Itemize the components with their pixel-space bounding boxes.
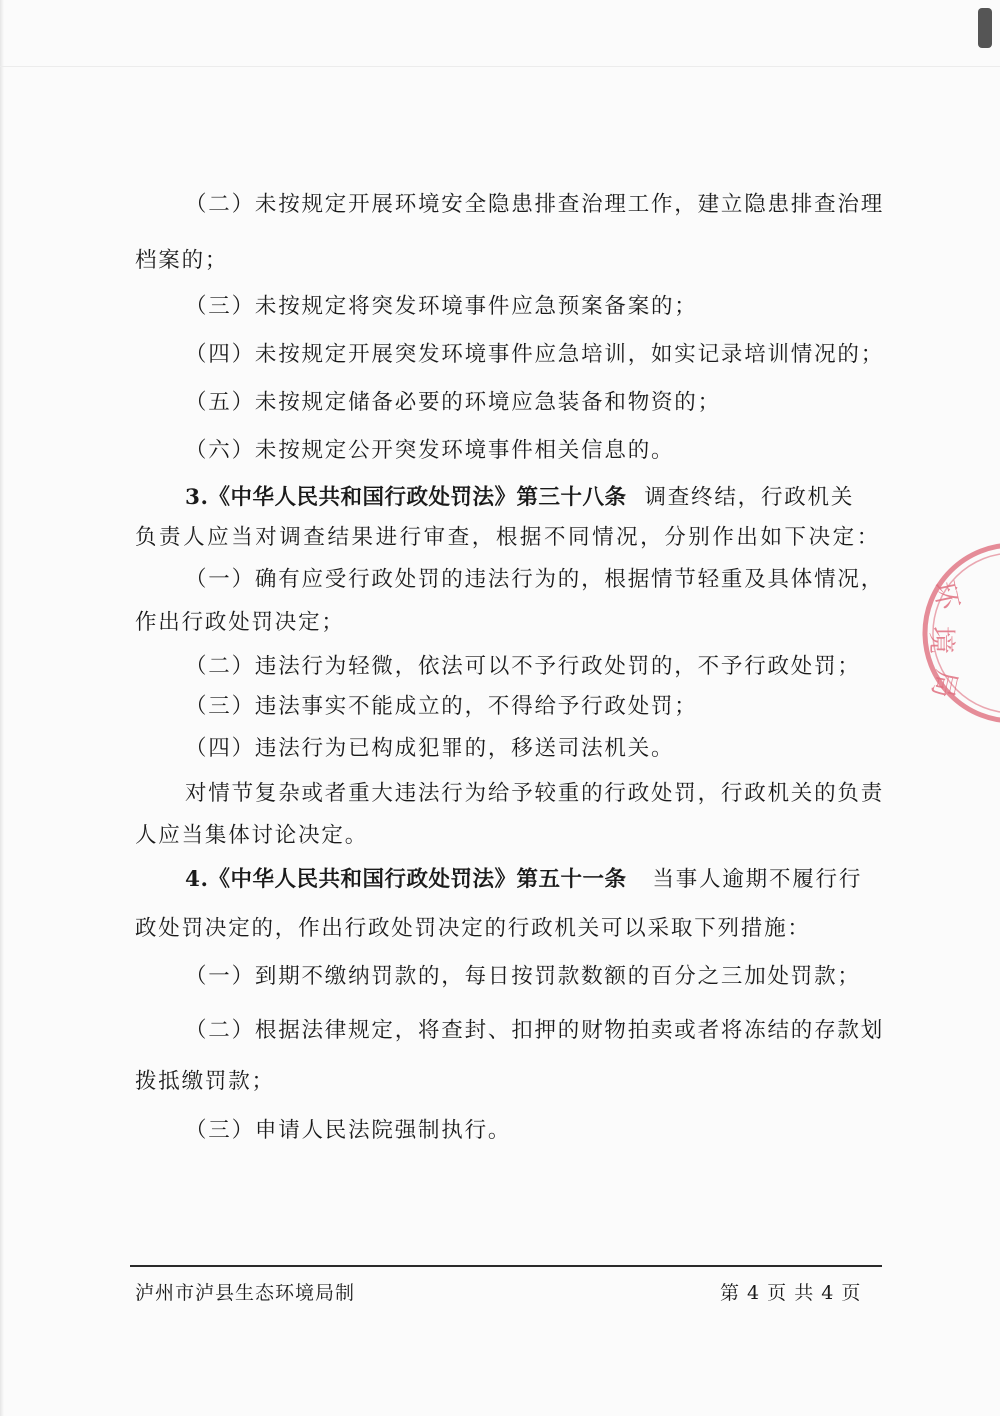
article-4-intro-start: 当事人逾期不履行行 <box>652 867 863 892</box>
article-3-item-1-line-1: （一）确有应受行政处罚的违法行为的，根据情节轻重及具体情况， <box>185 567 885 592</box>
seal-char-1: 环 <box>927 577 966 613</box>
article-3-note-line-1: 对情节复杂或者重大违法行为给予较重的行政处罚，行政机关的负责 <box>185 781 885 806</box>
scan-edge <box>0 0 4 1416</box>
article-4-heading: 4.《中华人民共和国行政处罚法》第五十一条 <box>185 867 627 892</box>
seal-char-2: 境 <box>925 626 958 655</box>
article-4-first-line <box>185 862 880 893</box>
article-3-item-1-line-2: 作出行政处罚决定； <box>135 610 345 635</box>
article-4-item-1: （一）到期不缴纳罚款的，每日按罚款数额的百分之三加处罚款； <box>185 964 861 989</box>
article-3-first-line <box>185 480 880 511</box>
footer-rule <box>130 1265 882 1267</box>
article-3-note-line-2: 人应当集体讨论决定。 <box>135 823 369 848</box>
scan-line <box>0 66 1000 67</box>
article-3-intro-start: 调查终结，行政机关 <box>644 485 855 510</box>
article-3-intro-line-2: 负责人应当对调查结果进行审查，根据不同情况，分别作出如下决定： <box>135 525 880 550</box>
official-seal <box>918 538 1000 728</box>
seal-graphic <box>918 538 1000 728</box>
item-4: （四）未按规定开展突发环境事件应急培训，如实记录培训情况的； <box>185 342 885 367</box>
item-6: （六）未按规定公开突发环境事件相关信息的。 <box>185 438 675 463</box>
binding-mark <box>978 8 992 48</box>
article-3-item-4: （四）违法行为已构成犯罪的，移送司法机关。 <box>185 736 675 761</box>
article-4-item-2-line-1: （二）根据法律规定，将查封、扣押的财物拍卖或者将冻结的存款划 <box>185 1018 885 1043</box>
footer-page-info: 第 4 页 共 4 页 <box>720 1282 862 1304</box>
item-2-line-2: 档案的； <box>135 248 229 273</box>
footer-issuer: 泸州市泸县生态环境局制 <box>135 1282 356 1304</box>
item-3: （三）未按规定将突发环境事件应急预案备案的； <box>185 294 698 319</box>
article-4-intro-line-2: 政处罚决定的，作出行政处罚决定的行政机关可以采取下列措施： <box>135 916 811 941</box>
item-2-line-1: （二）未按规定开展环境安全隐患排查治理工作，建立隐患排查治理 <box>185 192 885 217</box>
item-5: （五）未按规定储备必要的环境应急装备和物资的； <box>185 390 721 415</box>
article-3-item-2: （二）违法行为轻微，依法可以不予行政处罚的，不予行政处罚； <box>185 654 861 679</box>
article-3-heading: 3.《中华人民共和国行政处罚法》第三十八条 <box>185 485 627 510</box>
article-4-item-2-line-2: 拨抵缴罚款； <box>135 1069 275 1094</box>
seal-char-3: 局 <box>925 666 964 702</box>
article-3-item-3: （三）违法事实不能成立的，不得给予行政处罚； <box>185 694 698 719</box>
article-4-item-3: （三）申请人民法院强制执行。 <box>185 1118 512 1143</box>
